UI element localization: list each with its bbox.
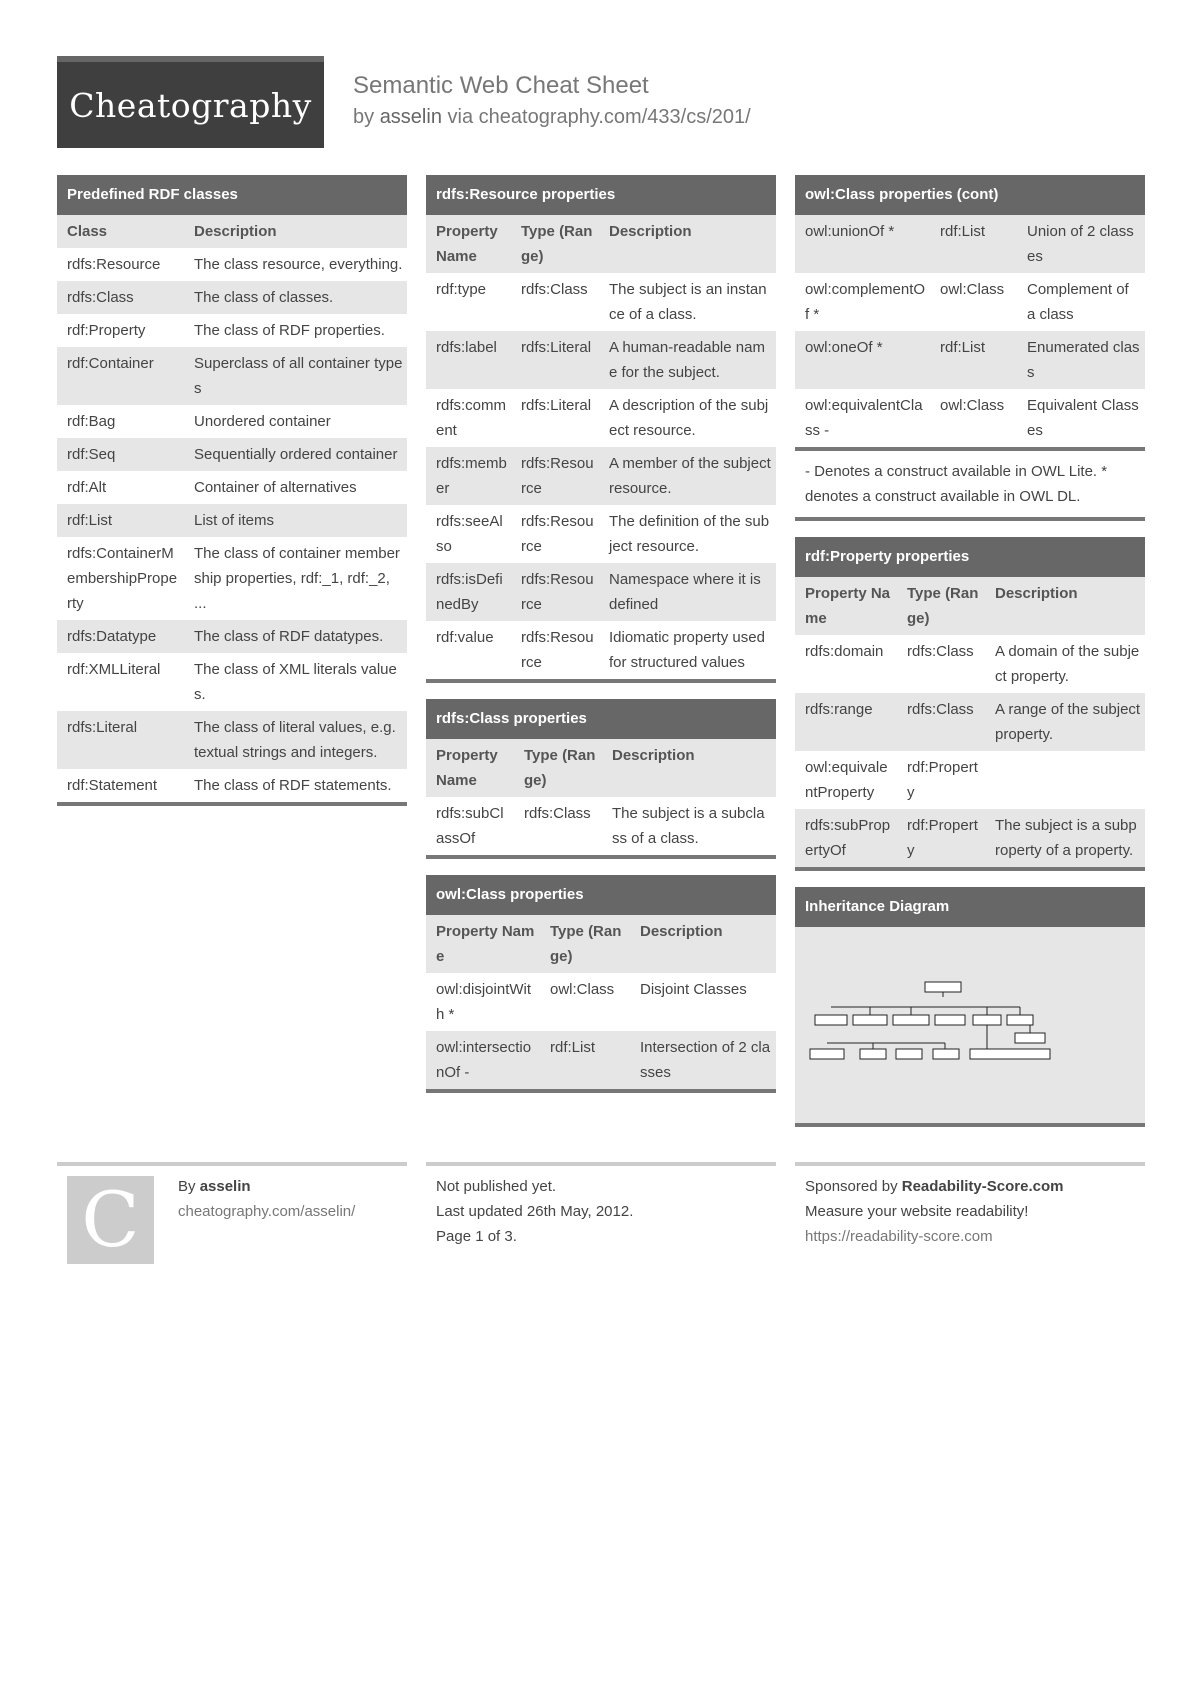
diagram-node	[896, 1049, 922, 1059]
column-1	[57, 175, 407, 822]
table-row	[57, 347, 407, 405]
table-cell: Container of alternatives	[194, 479, 357, 496]
footer-author-url[interactable]: cheatography.com/asselin/	[178, 1203, 356, 1220]
table-cell: Equivalent Classes	[1027, 397, 1139, 439]
table-cell: rdfs:Resource	[67, 256, 161, 273]
property-properties-section	[795, 537, 1145, 871]
table-cell: rdf:XMLLiteral	[67, 661, 161, 678]
table-row	[426, 389, 776, 447]
table-cell: owl:intersectionOf -	[426, 1031, 540, 1089]
table-cell: rdfs:member	[426, 447, 511, 505]
table-cell: owl:Class	[940, 397, 1005, 414]
footer-sponsor	[795, 1162, 1145, 1249]
table-cell: rdf:type	[436, 281, 487, 298]
table-cell: The definition of the subject resource.	[609, 513, 770, 555]
property-properties-table	[795, 577, 1145, 867]
section-title: rdfs:Class properties	[426, 699, 776, 739]
table-header-row	[426, 915, 776, 973]
table-cell: rdf:Alt	[67, 479, 107, 496]
class-properties-table	[426, 739, 776, 855]
table-cell: rdfs:subClassOf	[436, 805, 504, 847]
table-row	[426, 563, 776, 621]
table-cell: The class of container membership properties, rdf:_1, rdf:_2, ...	[194, 545, 400, 612]
cheatography-logo[interactable]: Cheatography	[57, 56, 324, 148]
column-header: Type (Range)	[897, 577, 985, 635]
table-cell: A domain of the subject property.	[995, 643, 1140, 685]
table-cell: rdf:List	[930, 331, 1017, 389]
table-row	[426, 331, 776, 389]
page-number: Page 1 of 3.	[436, 1228, 517, 1245]
section-title: owl:Class properties	[426, 875, 776, 915]
diagram-node	[935, 1015, 965, 1025]
table-cell: The class of classes.	[184, 281, 407, 314]
table-row	[57, 438, 407, 471]
byline-by: by	[353, 106, 375, 128]
table-cell: Intersection of 2 classes	[630, 1031, 776, 1089]
table-cell: The subject is a subclass of a class.	[612, 805, 765, 847]
footer-publish-info	[426, 1162, 776, 1249]
author-avatar: C	[67, 1176, 154, 1264]
table-cell: rdfs:Datatype	[57, 620, 184, 653]
resource-properties-section	[426, 175, 776, 683]
class-properties-section	[426, 699, 776, 859]
owl-class-properties-cont-table	[795, 215, 1145, 447]
diagram-node	[933, 1049, 959, 1059]
table-row	[57, 711, 407, 769]
sponsored-by: Sponsored by	[805, 1178, 898, 1195]
diagram-node	[973, 1015, 1001, 1025]
byline-via: via	[447, 106, 474, 128]
table-cell: rdfs:Resource	[511, 447, 599, 505]
page-title: Semantic Web Cheat Sheet	[353, 72, 649, 99]
section-title: Inheritance Diagram	[795, 887, 1145, 927]
table-cell: rdfs:ContainerMembershipProperty	[67, 545, 178, 612]
table-row	[57, 314, 407, 347]
footer-author-line	[168, 1174, 407, 1199]
sponsor-link[interactable]: Readability-Score.com	[901, 1178, 1064, 1195]
table-cell: Sequentially ordered container	[184, 438, 407, 471]
section-title: rdf:Property properties	[795, 537, 1145, 577]
table-cell: The subject is a subproperty of a property.	[985, 809, 1145, 867]
owl-class-properties-section	[426, 875, 776, 1093]
table-cell: rdfs:label	[426, 331, 511, 389]
table-cell: rdf:Statement	[67, 777, 158, 794]
diagram-node	[893, 1015, 929, 1025]
table-row	[795, 331, 1145, 389]
table-row	[795, 693, 1145, 751]
table-cell: rdfs:Literal	[521, 397, 592, 414]
table-cell: rdfs:Class	[524, 805, 591, 822]
table-cell: owl:oneOf *	[795, 331, 930, 389]
table-cell: rdf:List	[930, 215, 1017, 273]
last-updated: Last updated 26th May, 2012.	[436, 1203, 634, 1220]
diagram-node	[970, 1049, 1050, 1059]
table-row	[426, 447, 776, 505]
table-cell: owl:complementOf *	[805, 281, 926, 323]
diagram-node	[815, 1015, 847, 1025]
column-header: Property Name	[795, 577, 897, 635]
table-row	[795, 273, 1145, 331]
footer-author-link[interactable]: asselin	[199, 1178, 251, 1195]
resource-properties-body	[426, 273, 776, 679]
inheritance-diagram-image	[795, 927, 1145, 1123]
table-row	[57, 248, 407, 281]
column-header: Type (Range)	[511, 215, 599, 273]
table-cell: owl:unionOf *	[795, 215, 930, 273]
column-3	[795, 175, 1145, 1143]
table-row	[795, 635, 1145, 693]
table-row	[57, 405, 407, 438]
table-cell: rdfs:Class	[57, 281, 184, 314]
table-cell: A member of the subject resource.	[599, 447, 776, 505]
table-cell: A description of the subject resource.	[609, 397, 769, 439]
rdf-classes-table	[57, 215, 407, 802]
column-header: Description	[630, 915, 776, 973]
column-header: Description	[602, 739, 776, 797]
table-cell: List of items	[184, 504, 407, 537]
rdf-classes-body	[57, 248, 407, 802]
sponsor-tagline: Measure your website readability!	[805, 1203, 1029, 1220]
sponsor-url[interactable]: https://readability-score.com	[805, 1228, 993, 1245]
table-row	[57, 653, 407, 711]
owl-class-properties-cont-body	[795, 215, 1145, 447]
table-cell: A human-readable name for the subject.	[599, 331, 776, 389]
table-row	[57, 471, 407, 504]
table-cell: Union of 2 classes	[1017, 215, 1145, 273]
table-row	[426, 797, 776, 855]
table-row	[795, 215, 1145, 273]
table-cell: rdf:Property	[67, 322, 146, 339]
table-cell: owl:Class	[940, 281, 1005, 298]
inheritance-diagram-section	[795, 887, 1145, 1127]
diagram-node	[1015, 1033, 1045, 1043]
owl-class-properties-body	[426, 973, 776, 1089]
table-cell: rdf:Property	[897, 809, 985, 867]
table-cell: rdfs:Resource	[521, 629, 594, 671]
table-cell: Disjoint Classes	[640, 981, 747, 998]
column-header: Description	[599, 215, 776, 273]
column-2	[426, 175, 776, 1109]
table-row	[795, 751, 1145, 809]
table-cell: The class of RDF datatypes.	[184, 620, 407, 653]
owl-construct-note: - Denotes a construct available in OWL Lite. * denotes a construct available in OWL DL.	[795, 447, 1145, 517]
diagram-node	[810, 1049, 844, 1059]
byline	[353, 106, 751, 129]
table-cell: owl:disjointWith *	[436, 981, 532, 1023]
table-cell: The class of literal values, e.g. textual strings and integers.	[184, 711, 407, 769]
table-cell: Idiomatic property used for structured values	[609, 629, 765, 671]
byline-author-link[interactable]: asselin	[379, 106, 442, 128]
table-cell: rdf:Property	[907, 759, 978, 801]
diagram-node	[1007, 1015, 1033, 1025]
table-cell: rdfs:Class	[521, 281, 588, 298]
table-row	[426, 1031, 776, 1089]
column-header: Type (Range)	[540, 915, 630, 973]
class-properties-body	[426, 797, 776, 855]
table-cell: owl:Class	[550, 981, 615, 998]
table-row	[795, 389, 1145, 447]
section-title: owl:Class properties (cont)	[795, 175, 1145, 215]
owl-class-properties-cont-section	[795, 175, 1145, 521]
table-cell: Complement of a class	[1027, 281, 1129, 323]
table-cell: owl:equivalentClass -	[805, 397, 923, 439]
section-title: rdfs:Resource properties	[426, 175, 776, 215]
table-header-row	[57, 215, 407, 248]
table-cell: owl:equivalentProperty	[805, 759, 888, 801]
byline-url-link[interactable]: cheatography.com/433/cs/201/	[478, 106, 751, 128]
table-cell: rdf:Seq	[57, 438, 184, 471]
resource-properties-table	[426, 215, 776, 679]
table-cell: rdfs:comment	[436, 397, 507, 439]
table-cell: rdfs:Class	[907, 643, 974, 660]
table-cell: Unordered container	[194, 413, 331, 430]
table-cell: rdfs:isDefinedBy	[426, 563, 511, 621]
column-header: Description	[184, 215, 407, 248]
inheritance-diagram	[795, 927, 1145, 1123]
table-cell: rdfs:subPropertyOf	[795, 809, 897, 867]
table-row	[57, 504, 407, 537]
table-row	[57, 769, 407, 802]
column-header: Description	[985, 577, 1145, 635]
table-cell: Namespace where it is defined	[599, 563, 776, 621]
column-header: Property Name	[426, 739, 514, 797]
table-cell: A range of the subject property.	[985, 693, 1145, 751]
diagram-node	[860, 1049, 886, 1059]
diagram-node	[925, 982, 961, 992]
table-header-row	[426, 215, 776, 273]
table-header-row	[795, 577, 1145, 635]
table-cell: rdfs:seeAlso	[436, 513, 503, 555]
table-row	[426, 505, 776, 563]
table-row	[57, 620, 407, 653]
table-cell: rdf:Bag	[67, 413, 116, 430]
table-cell: rdfs:Literal	[57, 711, 184, 769]
column-header: Property Name	[426, 215, 511, 273]
property-properties-body	[795, 635, 1145, 867]
table-cell	[985, 751, 1145, 809]
sponsor-line	[795, 1174, 1145, 1199]
table-cell: The class of XML literals values.	[194, 661, 397, 703]
diagram-node	[853, 1015, 887, 1025]
table-cell: The class of RDF properties.	[194, 322, 385, 339]
table-cell: rdfs:Class	[897, 693, 985, 751]
table-row	[57, 537, 407, 620]
table-cell: Superclass of all container types	[184, 347, 407, 405]
rdf-classes-section	[57, 175, 407, 806]
column-header: Class	[57, 215, 184, 248]
table-cell: rdf:value	[436, 629, 494, 646]
table-cell: The subject is an instance of a class.	[609, 281, 767, 323]
table-row	[426, 273, 776, 331]
table-cell: Enumerated class	[1017, 331, 1145, 389]
table-cell: rdfs:Literal	[511, 331, 599, 389]
column-header: Property Name	[426, 915, 540, 973]
table-header-row	[426, 739, 776, 797]
table-cell: The class of RDF statements.	[194, 777, 392, 794]
table-cell: rdf:Container	[57, 347, 184, 405]
table-cell: The class resource, everything.	[194, 256, 403, 273]
table-cell: rdfs:range	[795, 693, 897, 751]
table-cell: rdf:List	[57, 504, 184, 537]
table-cell: rdfs:Resource	[521, 513, 594, 555]
table-row	[426, 973, 776, 1031]
table-row	[795, 809, 1145, 867]
footer-by: By	[178, 1178, 196, 1195]
published-status: Not published yet.	[436, 1178, 557, 1195]
table-cell: rdfs:Resource	[511, 563, 599, 621]
section-title: Predefined RDF classes	[57, 175, 407, 215]
table-row	[426, 621, 776, 679]
owl-class-properties-table	[426, 915, 776, 1089]
table-cell: rdf:List	[540, 1031, 630, 1089]
column-header: Type (Range)	[514, 739, 602, 797]
footer-author	[57, 1162, 407, 1274]
table-row	[57, 281, 407, 314]
table-cell: rdfs:domain	[805, 643, 884, 660]
